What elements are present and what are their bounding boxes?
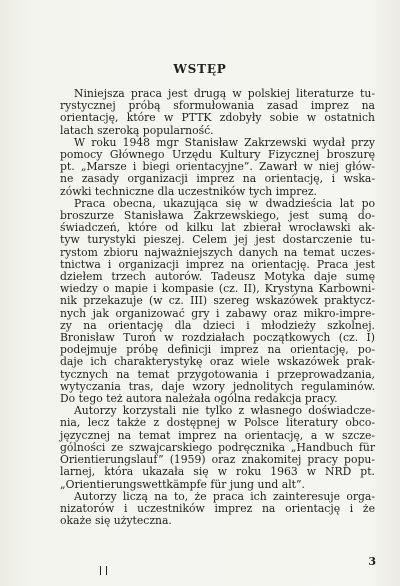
text-line: daje ich charakterystykę oraz wiele wskazówek prak- xyxy=(60,355,375,369)
text-line: pomocy Głównego Urzędu Kultury Fizycznej broszurę xyxy=(60,148,375,162)
text-line: nik przekazuje (w cz. III) szereg wskazówek praktycz- xyxy=(60,294,375,308)
text-line: Orientierungslauf” (1959) oraz znakomitej pracy popu- xyxy=(60,453,375,467)
body-text xyxy=(60,88,375,527)
text-line: pt. „Marsze i biegi orientacyjne”. Zawarł w niej głów- xyxy=(60,160,375,174)
text-line: larnej, która ukazała się w roku 1963 w NRD pt. xyxy=(60,465,375,479)
text-line: wytyczania tras, daje wzory jednolitych regulaminów. xyxy=(60,379,375,393)
text-line: „Orientierungswettkämpfe für jung und alt”. xyxy=(60,477,305,491)
text-line: orientację, które w PTTK zdobyły sobie w ostatnich xyxy=(60,111,375,125)
text-line: rystycznej próbą sformułowania zasad imprez na xyxy=(60,99,375,113)
text-line: tyw turystyki pieszej. Celem jej jest dostarczenie tu- xyxy=(60,233,375,247)
text-line: gólności ze szwajcarskiego podręcznika „Handbuch für xyxy=(60,440,375,454)
text-line: Praca obecna, ukazująca się w dwadzieścia lat po xyxy=(74,196,375,210)
text-line: okaże się użyteczna. xyxy=(60,514,172,528)
text-line: nizatorów i uczestników imprez na orientację i że xyxy=(60,501,375,515)
text-line: nych jak organizować gry i zabawy oraz mikro-impre- xyxy=(60,306,375,320)
printer-marks xyxy=(98,566,120,576)
text-line: W roku 1948 mgr Stanisław Zakrzewski wydał przy xyxy=(74,135,375,149)
text-line: świadczeń, które od kilku lat zbierał wrocławski ak- xyxy=(60,221,375,235)
text-line: tnictwa i organizacji imprez na orientację. Praca jest xyxy=(60,257,375,271)
print-mark xyxy=(106,566,107,575)
text-line: rystom zbioru najważniejszych danych na temat uczes- xyxy=(60,245,375,259)
text-line: Autorzy korzystali nie tylko z własnego doświadcze- xyxy=(74,404,375,418)
text-line: wiedzy o mapie i kompasie (cz. II), Krystyna Karbowni- xyxy=(60,282,375,296)
text-line: zówki techniczne dla uczestników tych imprez. xyxy=(60,184,317,198)
text-line: Autorzy liczą na to, że praca ich zainteresuje orga- xyxy=(74,489,375,503)
text-line: broszurze Stanisława Zakrzewskiego, jest sumą do- xyxy=(60,209,375,223)
text-line: zy na orientację dla dzieci i młodzieży szkolnej. xyxy=(60,318,375,332)
text-line: nia, lecz także z dostępnej w Polsce literatury obco- xyxy=(60,416,375,430)
text-line: języcznej na temat imprez na orientację, a w szcze- xyxy=(60,428,375,442)
text-line: Niniejsza praca jest drugą w polskiej literaturze tu- xyxy=(74,87,375,100)
text-line: tycznych na temat przygotowania i przeprowadzania, xyxy=(60,367,375,381)
text-line: Bronisław Turoń w rozdziałach początkowych (cz. I) xyxy=(60,331,375,345)
text-line: podejmuje próbę definicji imprez na orientację, po- xyxy=(60,343,375,357)
text-line: latach szeroką popularność. xyxy=(60,123,214,137)
page-number: 3 xyxy=(368,555,376,568)
text-line: Do tego też autora należała ogólna redakcja pracy. xyxy=(60,392,338,406)
print-mark xyxy=(100,566,101,575)
text-line: dziełem trzech autorów. Tadeusz Motyka daje sumę xyxy=(60,270,375,284)
text-line: ne zasady organizacji imprez na orientację, i wska- xyxy=(60,172,375,186)
page-title: WSTĘP xyxy=(173,62,227,76)
